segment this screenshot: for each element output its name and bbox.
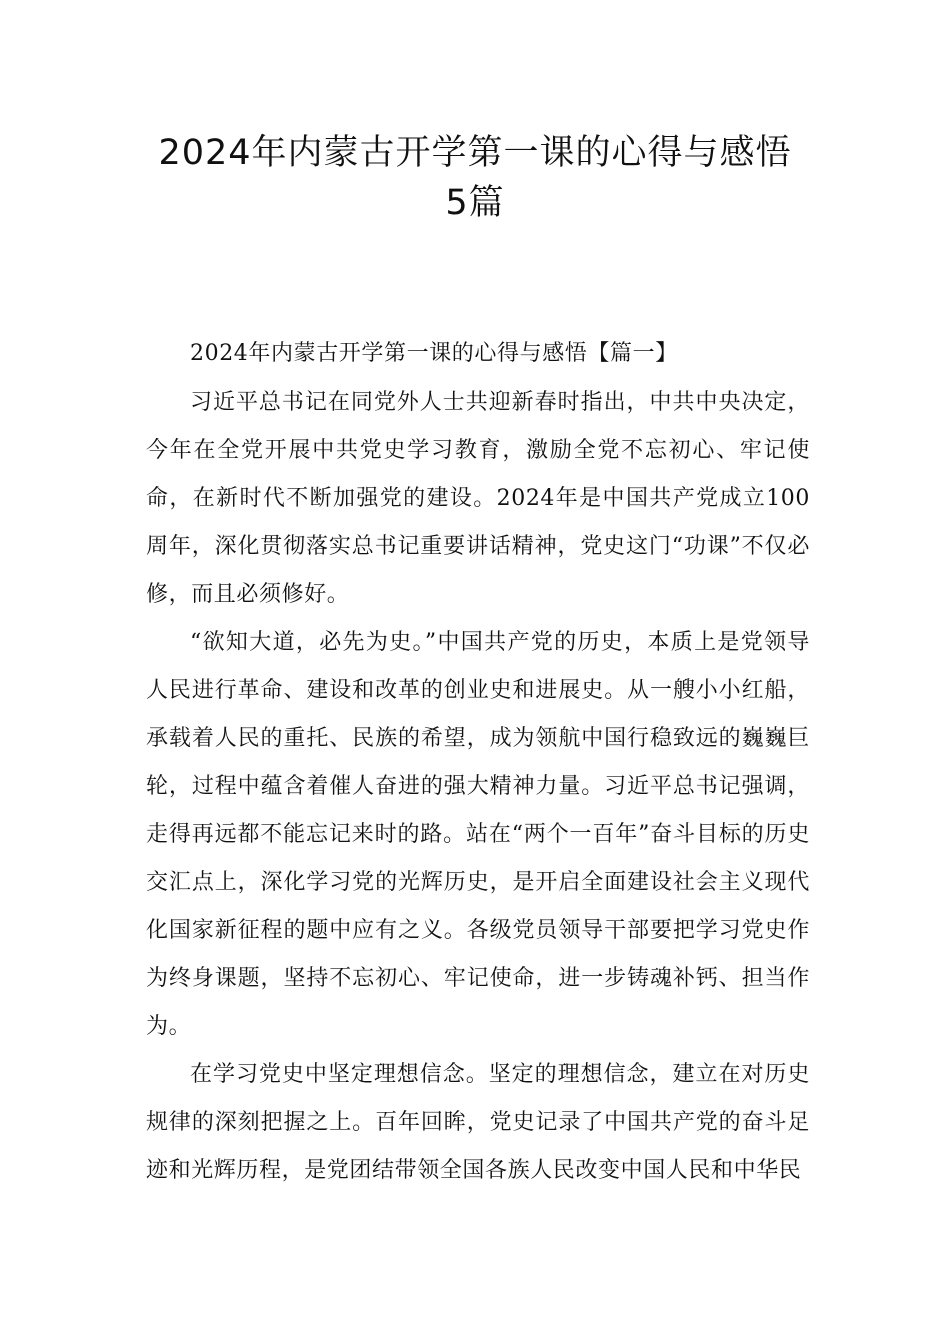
paragraph-2: “欲知大道，必先为史。”中国共产党的历史，本质上是党领导人民进行革命、建设和改革的创业史和进展史。从一艘小小红船，承载着人民的重托、民族的希望，成为领航中国行稳致远的巍巍巨轮，过程中蕴含着催人奋进的强大精神力量。习近平总书记强调，走得再远都不能忘记来时的路。站在“两个一百年”奋斗目标的历史交汇点上，深化学习党的光辉历史，是开启全面建设社会主义现代化国家新征程的题中应有之义。各级党员领导干部要把学习党史作为终身课题，坚持不忘初心、牢记使命，进一步铸魂补钙、担当作为。 [146,630,810,1039]
document-title [0,128,950,228]
paragraph-3: 在学习党史中坚定理想信念。坚定的理想信念，建立在对历史规律的深刻把握之上。百年回眸，党史记录了中国共产党的奋斗足迹和光辉历程，是党团结带领全国各族人民改变中国人民和中华民 [146,1062,810,1183]
section-heading: 2024年内蒙古开学第一课的心得与感悟【篇一】 [190,341,678,366]
document-body [146,330,810,1195]
title-line-1: 2024年内蒙古开学第一课的心得与感悟 [158,133,792,173]
title-line-2: 5篇 [445,183,505,223]
paragraph-1: 习近平总书记在同党外人士共迎新春时指出，中共中央决定，今年在全党开展中共党史学习教育，激励全党不忘初心、牢记使命，在新时代不断加强党的建设。2024年是中国共产党成立100周年，深化贯彻落实总书记重要讲话精神，党史这门“功课”不仅必修，而且必须修好。 [146,390,810,607]
